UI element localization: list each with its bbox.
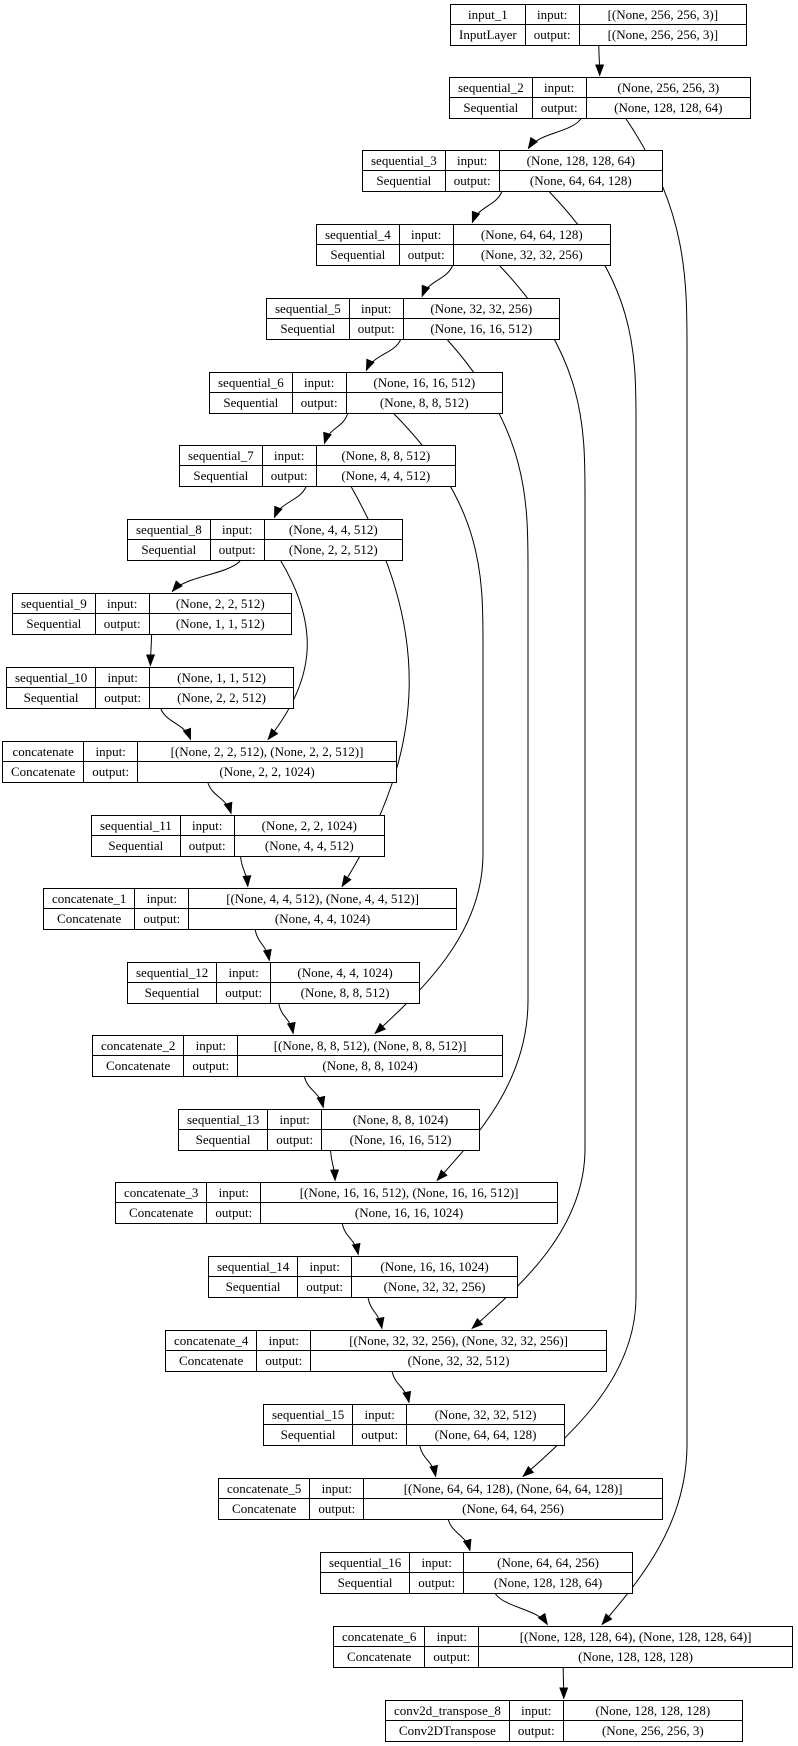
- input-label: input:: [257, 1331, 311, 1351]
- layer-class: Conv2DTranspose: [386, 1721, 510, 1741]
- edge-sequential_16-to-concatenate_6: [496, 1594, 548, 1625]
- output-shape: (None, 32, 32, 512): [407, 1353, 510, 1368]
- edge-sequential_10-to-concatenate: [161, 709, 191, 740]
- output-label: output:: [400, 245, 454, 265]
- layer-name: sequential_2: [450, 78, 533, 98]
- node-sequential_11: [91, 815, 385, 857]
- output-shape: (None, 16, 16, 512): [349, 1132, 452, 1147]
- input-shape: (None, 2, 2, 1024): [235, 816, 384, 836]
- layer-name: concatenate_3: [116, 1183, 207, 1203]
- node-concatenate_3: [115, 1182, 558, 1224]
- layer-name: concatenate_6: [334, 1627, 425, 1647]
- input-shape: (None, 8, 8, 1024): [322, 1110, 479, 1130]
- layer-name: concatenate: [3, 742, 84, 762]
- output-shape: (None, 32, 32, 256): [480, 247, 583, 262]
- input-shape: [(None, 64, 64, 128), (None, 64, 64, 128)]: [364, 1479, 662, 1499]
- layer-name: concatenate_5: [219, 1479, 310, 1499]
- edge-sequential_15-to-concatenate_5: [420, 1446, 436, 1477]
- edge-concatenate_5-to-sequential_16: [448, 1520, 470, 1551]
- input-label: input:: [533, 78, 587, 98]
- edge-sequential_4-to-sequential_5: [422, 266, 452, 297]
- output-label: output:: [510, 1721, 564, 1741]
- edge-concatenate_1-to-sequential_12: [255, 930, 269, 961]
- layer-class: Concatenate: [166, 1351, 257, 1371]
- node-sequential_15: [263, 1404, 565, 1446]
- edge-sequential_2-to-concatenate_6: [602, 119, 687, 1625]
- output-label: output:: [211, 540, 265, 560]
- layer-name: input_1: [451, 5, 526, 25]
- node-sequential_13: [178, 1109, 480, 1151]
- node-sequential_2: [449, 77, 751, 119]
- output-label: output:: [410, 1573, 464, 1593]
- layer-class: Sequential: [7, 688, 96, 708]
- layer-class: Sequential: [128, 540, 211, 560]
- output-shape: (None, 8, 8, 512): [379, 395, 469, 410]
- output-shape: (None, 128, 128, 64): [614, 100, 723, 115]
- layer-name: concatenate_1: [44, 889, 135, 909]
- node-concatenate_1: [43, 888, 457, 930]
- input-shape: [(None, 256, 256, 3)]: [580, 5, 746, 25]
- output-label: output:: [310, 1499, 364, 1519]
- edge-sequential_9-to-sequential_10: [150, 635, 151, 666]
- edge-sequential_13-to-concatenate_3: [331, 1151, 336, 1181]
- output-shape: (None, 4, 4, 512): [264, 838, 354, 853]
- layer-class: InputLayer: [451, 25, 526, 45]
- node-sequential_4: [316, 224, 611, 266]
- edge-sequential_5-to-sequential_6: [366, 340, 400, 371]
- input-shape: (None, 4, 4, 512): [265, 520, 402, 540]
- output-shape: (None, 2, 2, 512): [288, 542, 378, 557]
- edge-sequential_6-to-sequential_7: [324, 414, 347, 444]
- input-shape: (None, 2, 2, 512): [150, 594, 291, 614]
- edge-sequential_2-to-sequential_3: [528, 119, 581, 149]
- node-sequential_3: [362, 150, 663, 192]
- input-label: input:: [217, 963, 271, 983]
- edge-sequential_3-to-sequential_4: [472, 192, 501, 223]
- layer-class: Sequential: [317, 245, 400, 265]
- layer-class: Sequential: [363, 171, 446, 191]
- node-conv2d_transpose_8: [385, 1700, 743, 1742]
- input-shape: (None, 16, 16, 512): [347, 373, 502, 393]
- layer-name: concatenate_2: [93, 1036, 184, 1056]
- input-label: input:: [510, 1701, 564, 1721]
- layer-class: Sequential: [209, 1277, 298, 1297]
- layer-name: sequential_9: [13, 594, 96, 614]
- edge-sequential_8-to-sequential_9: [172, 561, 240, 592]
- input-shape: (None, 32, 32, 512): [407, 1405, 564, 1425]
- input-shape: [(None, 32, 32, 256), (None, 32, 32, 256)]: [311, 1331, 606, 1351]
- output-label: output:: [293, 393, 347, 413]
- layer-name: sequential_13: [179, 1110, 268, 1130]
- output-shape: (None, 8, 8, 512): [300, 985, 390, 1000]
- layer-class: Concatenate: [219, 1499, 310, 1519]
- input-shape: (None, 1, 1, 512): [150, 668, 293, 688]
- layer-class: Sequential: [128, 983, 217, 1003]
- output-shape: (None, 8, 8, 1024): [322, 1058, 418, 1073]
- input-shape: [(None, 8, 8, 512), (None, 8, 8, 512)]: [238, 1036, 502, 1056]
- edge-concatenate-to-sequential_11: [208, 783, 231, 814]
- input-shape: [(None, 16, 16, 512), (None, 16, 16, 512)]: [261, 1183, 557, 1203]
- layer-class: Sequential: [92, 836, 181, 856]
- output-shape: (None, 256, 256, 3): [601, 1723, 704, 1738]
- layer-class: Concatenate: [334, 1647, 425, 1667]
- input-label: input:: [526, 5, 580, 25]
- output-shape: (None, 64, 64, 256): [462, 1501, 564, 1516]
- layer-name: conv2d_transpose_8: [386, 1701, 510, 1721]
- input-label: input:: [268, 1110, 322, 1130]
- output-shape: (None, 4, 4, 1024): [274, 911, 371, 926]
- node-concatenate_6: [333, 1626, 793, 1668]
- layer-name: sequential_6: [210, 373, 293, 393]
- edge-sequential_6-to-concatenate_2: [375, 414, 483, 1034]
- output-label: output:: [263, 466, 317, 486]
- input-shape: (None, 32, 32, 256): [404, 299, 559, 319]
- edge-input_1-to-sequential_2: [599, 46, 600, 76]
- node-concatenate: [2, 741, 397, 783]
- node-sequential_14: [208, 1256, 518, 1298]
- output-shape: (None, 1, 1, 512): [175, 616, 265, 631]
- layer-name: sequential_8: [128, 520, 211, 540]
- input-shape: (None, 4, 4, 1024): [271, 963, 419, 983]
- output-shape: (None, 2, 2, 512): [177, 690, 266, 705]
- layer-class: Sequential: [321, 1573, 410, 1593]
- input-label: input:: [353, 1405, 407, 1425]
- layer-class: Concatenate: [44, 909, 135, 929]
- edge-concatenate_4-to-sequential_15: [392, 1372, 409, 1403]
- output-shape: (None, 4, 4, 512): [341, 468, 431, 483]
- input-shape: [(None, 2, 2, 512), (None, 2, 2, 512)]: [138, 742, 396, 762]
- output-label: output:: [184, 1056, 238, 1076]
- output-label: output:: [84, 762, 138, 782]
- input-shape: (None, 8, 8, 512): [317, 446, 455, 466]
- input-label: input:: [207, 1183, 261, 1203]
- input-label: input:: [211, 520, 265, 540]
- input-shape: (None, 64, 64, 256): [464, 1553, 632, 1573]
- input-label: input:: [425, 1627, 479, 1647]
- input-shape: (None, 64, 64, 128): [454, 225, 610, 245]
- input-label: input:: [400, 225, 454, 245]
- input-label: input:: [184, 1036, 238, 1056]
- input-label: input:: [293, 373, 347, 393]
- layer-name: sequential_14: [209, 1257, 298, 1277]
- layer-name: sequential_11: [92, 816, 181, 836]
- output-label: output:: [257, 1351, 311, 1371]
- output-label: output:: [207, 1203, 261, 1223]
- output-shape: (None, 16, 16, 512): [430, 321, 533, 336]
- layer-name: sequential_7: [180, 446, 263, 466]
- input-shape: (None, 256, 256, 3): [587, 78, 750, 98]
- layer-name: sequential_3: [363, 151, 446, 171]
- input-shape: [(None, 4, 4, 512), (None, 4, 4, 512)]: [189, 889, 456, 909]
- node-input_1: [450, 4, 747, 46]
- input-label: input:: [310, 1479, 364, 1499]
- node-sequential_5: [266, 298, 560, 340]
- layer-class: Sequential: [179, 1130, 268, 1150]
- output-label: output:: [533, 98, 587, 118]
- node-sequential_10: [6, 667, 294, 709]
- output-label: output:: [298, 1277, 352, 1297]
- output-label: output:: [353, 1425, 407, 1445]
- edge-concatenate_3-to-sequential_14: [342, 1224, 358, 1255]
- output-label: output:: [425, 1647, 479, 1667]
- input-label: input:: [410, 1553, 464, 1573]
- layer-class: Concatenate: [116, 1203, 207, 1223]
- layer-class: Sequential: [180, 466, 263, 486]
- output-label: output:: [181, 836, 235, 856]
- output-shape: (None, 64, 64, 128): [434, 1427, 537, 1442]
- edge-sequential_11-to-concatenate_1: [241, 857, 248, 887]
- layer-class: Concatenate: [93, 1056, 184, 1076]
- node-sequential_9: [12, 593, 292, 635]
- layer-name: sequential_15: [264, 1405, 353, 1425]
- input-label: input:: [298, 1257, 352, 1277]
- input-shape: (None, 128, 128, 128): [564, 1701, 742, 1721]
- layer-class: Sequential: [13, 614, 96, 634]
- node-concatenate_5: [218, 1478, 663, 1520]
- output-label: output:: [96, 688, 150, 708]
- layer-name: sequential_12: [128, 963, 217, 983]
- input-label: input:: [84, 742, 138, 762]
- input-label: input:: [181, 816, 235, 836]
- output-shape: (None, 2, 2, 1024): [219, 764, 315, 779]
- output-shape: (None, 32, 32, 256): [383, 1279, 486, 1294]
- edge-sequential_4-to-concatenate_4: [472, 266, 585, 1329]
- node-sequential_16: [320, 1552, 633, 1594]
- input-shape: (None, 128, 128, 64): [500, 151, 662, 171]
- edge-sequential_8-to-concatenate: [268, 561, 307, 740]
- layer-name: sequential_10: [7, 668, 96, 688]
- input-label: input:: [96, 594, 150, 614]
- layer-name: concatenate_4: [166, 1331, 257, 1351]
- node-sequential_8: [127, 519, 403, 561]
- edge-sequential_12-to-concatenate_2: [279, 1004, 293, 1034]
- input-label: input:: [135, 889, 189, 909]
- output-shape: (None, 128, 128, 64): [493, 1575, 603, 1590]
- layer-class: Sequential: [267, 319, 350, 339]
- node-sequential_7: [179, 445, 456, 487]
- input-label: input:: [96, 668, 150, 688]
- node-sequential_12: [127, 962, 420, 1004]
- output-shape: (None, 16, 16, 1024): [354, 1205, 464, 1220]
- output-label: output:: [135, 909, 189, 929]
- output-shape: (None, 128, 128, 128): [578, 1649, 693, 1664]
- input-label: input:: [263, 446, 317, 466]
- output-label: output:: [446, 171, 500, 191]
- output-label: output:: [526, 25, 580, 45]
- layer-name: sequential_5: [267, 299, 350, 319]
- node-concatenate_4: [165, 1330, 607, 1372]
- node-concatenate_2: [92, 1035, 503, 1077]
- layer-class: Sequential: [450, 98, 533, 118]
- output-shape: (None, 64, 64, 128): [529, 173, 632, 188]
- output-label: output:: [96, 614, 150, 634]
- layer-class: Concatenate: [3, 762, 84, 782]
- layer-class: Sequential: [210, 393, 293, 413]
- edge-sequential_3-to-concatenate_5: [523, 192, 636, 1477]
- layer-name: sequential_4: [317, 225, 400, 245]
- input-shape: (None, 16, 16, 1024): [352, 1257, 517, 1277]
- node-sequential_6: [209, 372, 503, 414]
- input-label: input:: [446, 151, 500, 171]
- input-label: input:: [350, 299, 404, 319]
- edge-sequential_7-to-sequential_8: [274, 487, 306, 518]
- edge-concatenate_2-to-sequential_13: [304, 1077, 323, 1108]
- layer-name: sequential_16: [321, 1553, 410, 1573]
- input-shape: [(None, 128, 128, 64), (None, 128, 128, 64)]: [479, 1627, 792, 1647]
- output-label: output:: [268, 1130, 322, 1150]
- output-label: output:: [217, 983, 271, 1003]
- output-shape: [(None, 256, 256, 3)]: [607, 27, 719, 42]
- edge-sequential_14-to-concatenate_4: [368, 1298, 382, 1329]
- output-label: output:: [350, 319, 404, 339]
- edge-concatenate_6-to-conv2d_transpose_8: [563, 1668, 564, 1699]
- layer-class: Sequential: [264, 1425, 353, 1445]
